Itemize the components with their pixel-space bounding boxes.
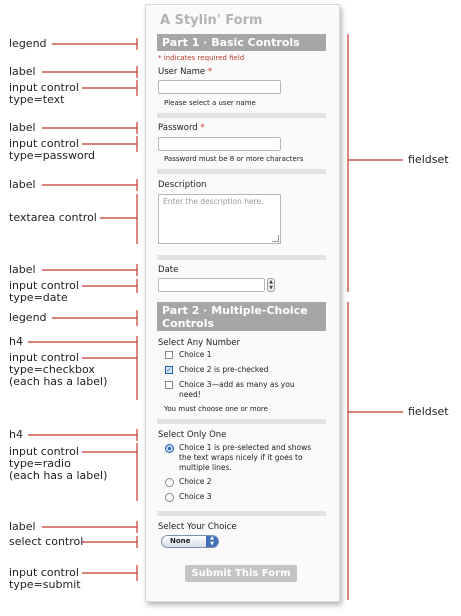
select-value: None (170, 537, 191, 545)
password-label-text: Password (158, 123, 198, 133)
annotation-label-date: label (9, 263, 36, 276)
description-placeholder: Enter the description here. (163, 197, 264, 206)
submit-button[interactable]: Submit This Form (185, 565, 297, 582)
legend-part-1: Part 1 · Basic Controls (157, 34, 326, 51)
radio-label: Choice 2 (179, 477, 212, 486)
annotation-input-radio: input control type=radio (each has a label) (9, 445, 108, 482)
checkbox-heading: Select Any Number (158, 338, 241, 348)
annotation-label-description: label (9, 178, 36, 191)
annotation-input-checkbox: input control type=checkbox (each has a label) (9, 351, 108, 388)
annotation-fieldset-2: fieldset (408, 405, 449, 418)
checkbox-hint: You must choose one or more (164, 405, 268, 413)
checkbox-label: Choice 2 is pre-checked (179, 365, 269, 374)
password-hint: Password must be 8 or more characters (164, 155, 304, 163)
annotation-label-password: label (9, 121, 36, 134)
radio-heading: Select Only One (158, 430, 227, 440)
required-note: * indicates required field (158, 54, 245, 62)
annotation-fieldset-1: fieldset (408, 153, 449, 166)
radio-label: Choice 1 is pre-selected and shows the text wraps nicely if it goes to multiple lines. (179, 443, 312, 472)
annotation-input-submit: input control type=submit (9, 566, 81, 591)
required-mark: * (200, 123, 205, 133)
annotation-h4-radio: h4 (9, 428, 23, 441)
select-label: Select Your Choice (158, 522, 237, 532)
username-hint: Please select a user name (164, 99, 256, 107)
date-stepper-icon[interactable]: ▲ ▼ (267, 278, 275, 292)
date-label: Date (158, 265, 179, 275)
checkbox-checked[interactable]: ✓ (166, 366, 172, 374)
annotation-input-text: input control type=text (9, 81, 79, 106)
radio-label: Choice 3 (179, 492, 212, 501)
required-mark: * (207, 67, 213, 77)
annotation-textarea: textarea control (9, 211, 97, 224)
annotation-input-password: input control type=password (9, 137, 96, 162)
annotation-input-date: input control type=date (9, 279, 79, 304)
annotation-legend-2: legend (9, 311, 47, 324)
username-label-text: User Name (158, 67, 206, 77)
annotation-select-control: select control (9, 535, 84, 548)
annotation-label-select: label (9, 520, 36, 533)
description-label: Description (158, 180, 207, 190)
checkbox-label: Choice 1 (179, 350, 212, 359)
legend-part-2: Part 2 · Multiple-Choice Controls (157, 302, 326, 331)
select-arrows-icon: ▲ ▼ (206, 536, 218, 547)
annotation-label-username: label (9, 65, 36, 78)
form-title: A Stylin' Form (160, 13, 263, 28)
annotation-h4-checkbox: h4 (9, 335, 23, 348)
checkbox-label: Choice 3—add as many as you need! (179, 380, 295, 399)
annotation-legend-1: legend (9, 37, 47, 50)
